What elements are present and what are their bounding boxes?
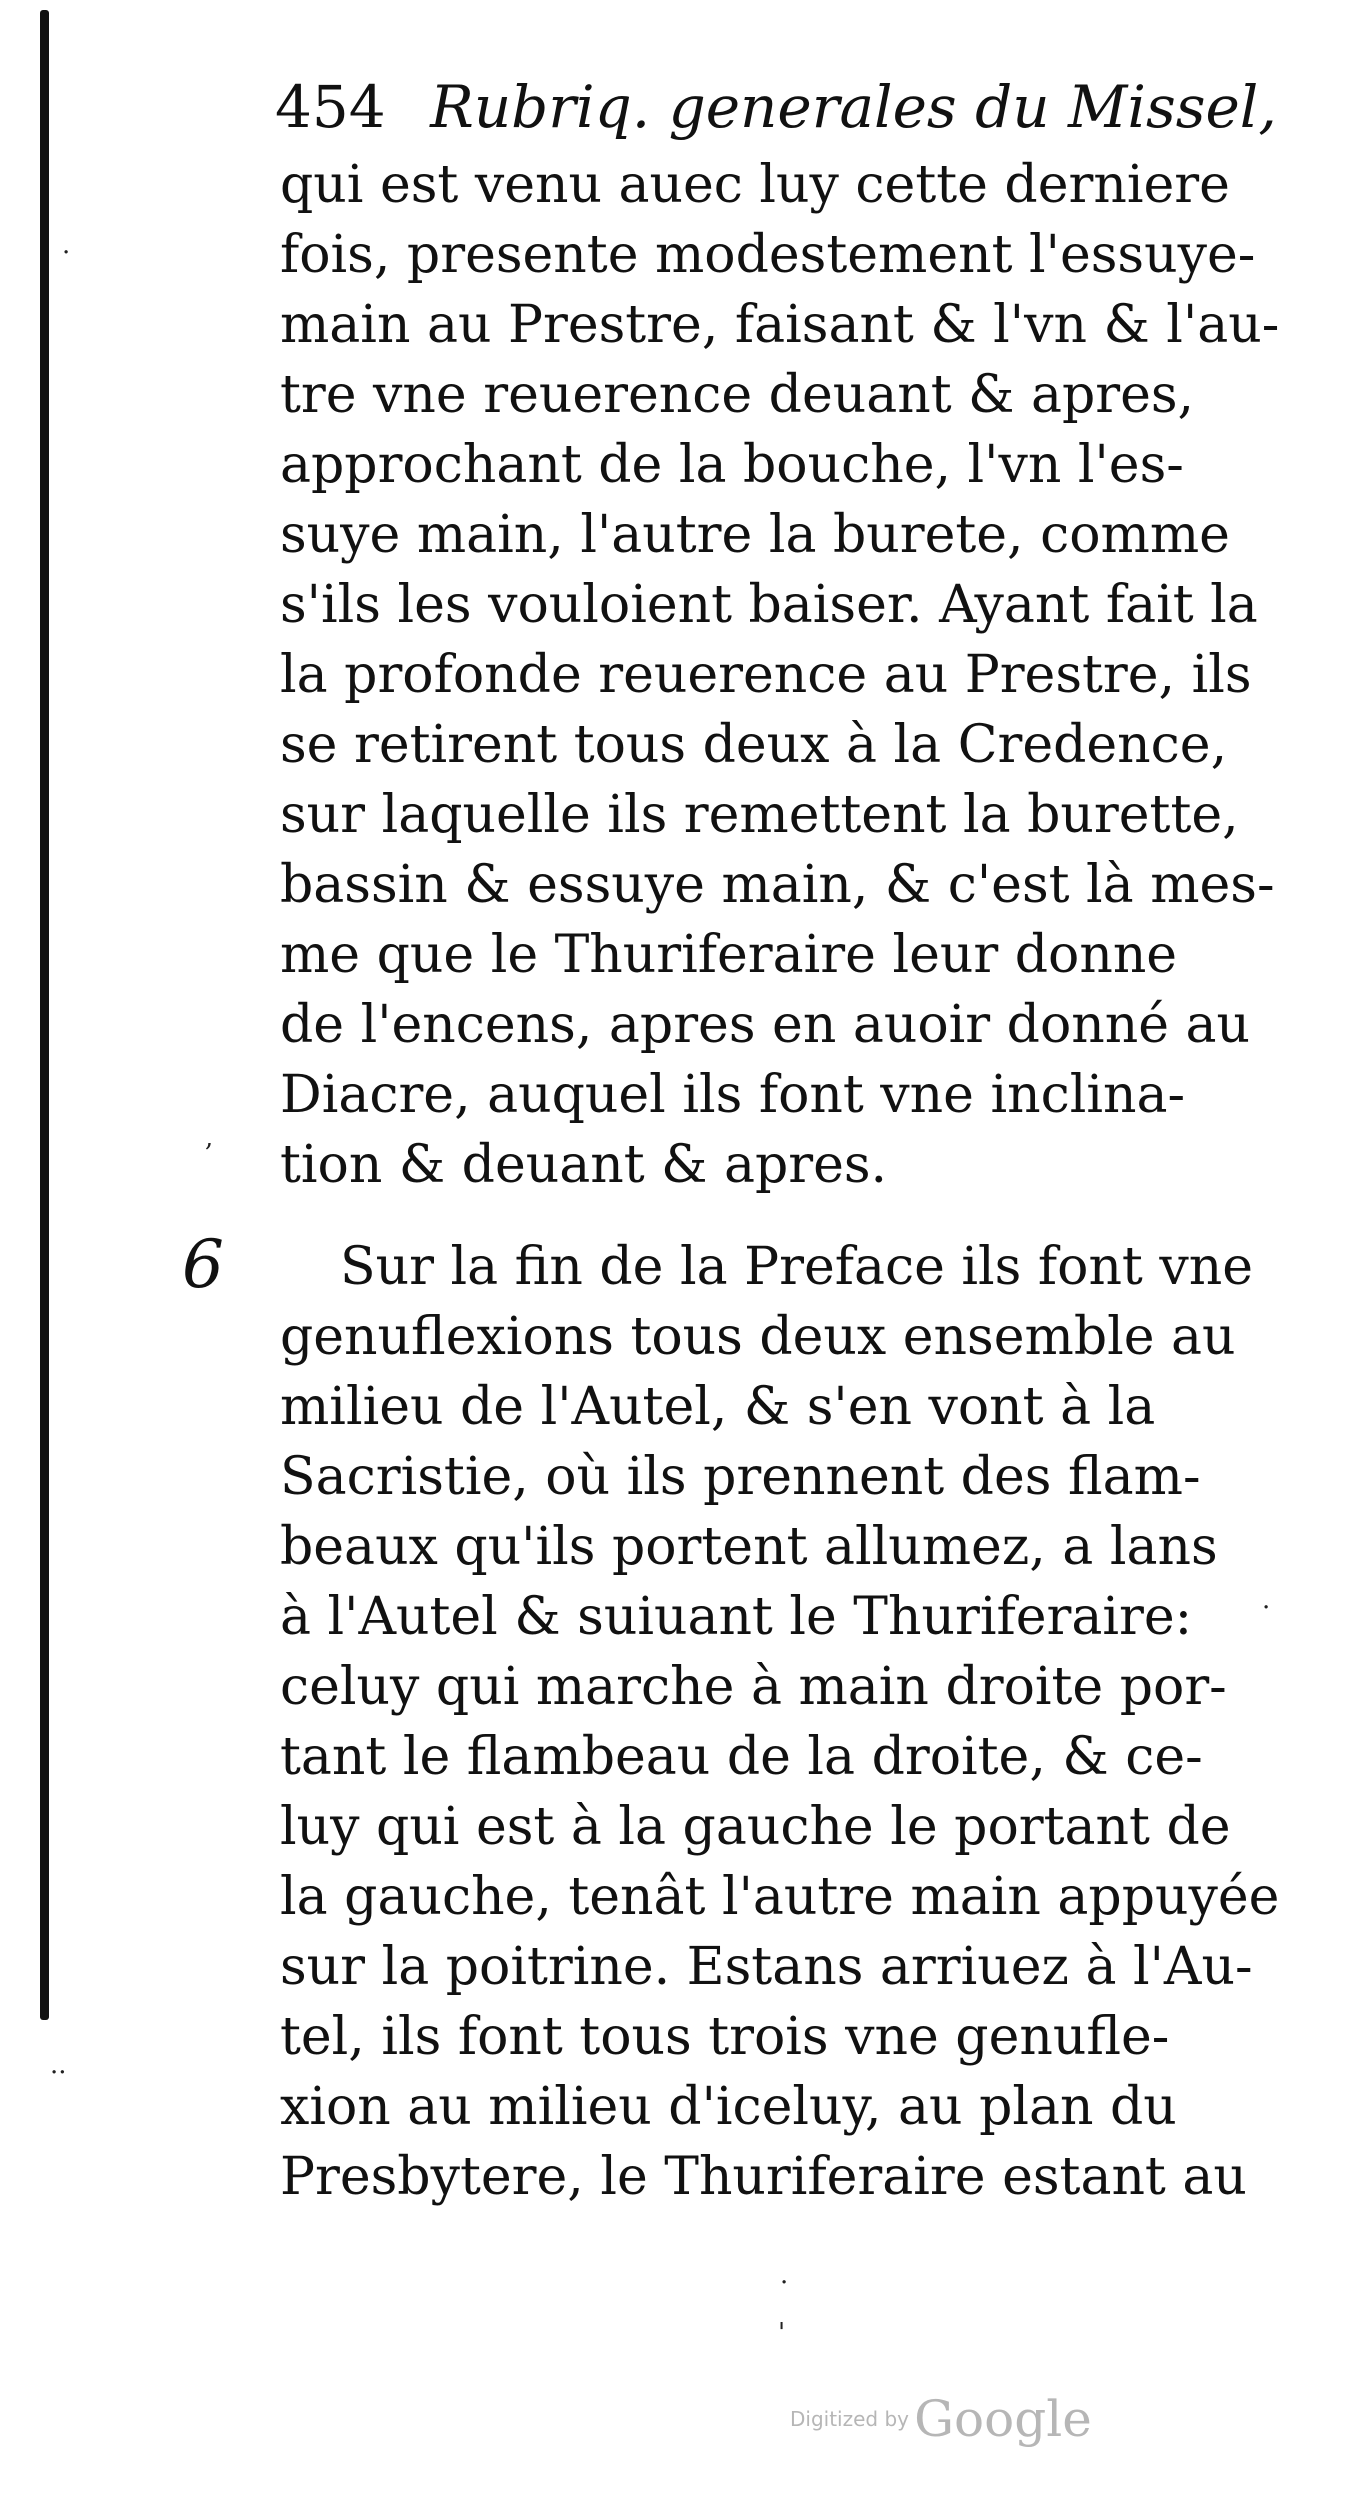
text-line: à l'Autel & suiuant le Thuriferaire:	[280, 1587, 1193, 1647]
text-line: beaux qu'ils portent allumez, a lans	[280, 1517, 1218, 1577]
text-line: celuy qui marche à main droite por-	[280, 1657, 1227, 1717]
text-line: me que le Thuriferaire leur donne	[280, 925, 1178, 985]
scan-speck: ·	[62, 238, 71, 268]
text-line: se retirent tous deux à la Credence,	[280, 715, 1228, 775]
text-line: main au Prestre, faisant & l'vn & l'au-	[280, 295, 1280, 355]
text-line: Sur la fin de la Preface ils font vne	[340, 1237, 1253, 1297]
text-line: luy qui est à la gauche le portant de	[280, 1797, 1231, 1857]
text-line: fois, presente modestement l'essuye-	[280, 225, 1256, 285]
text-line: qui est venu auec luy cette derniere	[280, 155, 1230, 215]
text-line: xion au milieu d'iceluy, au plan du	[280, 2077, 1177, 2137]
marginal-number: 6	[182, 1226, 224, 1303]
text-line: la profonde reuerence au Prestre, ils	[280, 645, 1252, 705]
text-line: s'ils les vouloient baiser. Ayant fait la	[280, 575, 1258, 635]
text-line: suye main, l'autre la burete, comme	[280, 505, 1230, 565]
text-line: genuflexions tous deux ensemble au	[280, 1307, 1236, 1367]
text-line: de l'encens, apres en auoir donné au	[280, 995, 1251, 1055]
digitized-by-google-watermark	[790, 2390, 1090, 2460]
google-logo: Google	[914, 2390, 1092, 2448]
text-line: la gauche, tenât l'autre main appuyée	[280, 1867, 1280, 1927]
scan-speck: '	[778, 2318, 786, 2348]
text-line: sur la poitrine. Estans arriuez à l'Au-	[280, 1937, 1253, 1997]
text-line: bassin & essuye main, & c'est là mes-	[280, 855, 1275, 915]
text-line: Diacre, auquel ils font vne inclina-	[280, 1065, 1186, 1125]
text-line: tant le flambeau de la droite, & ce-	[280, 1727, 1203, 1787]
text-line: sur laquelle ils remettent la burette,	[280, 785, 1239, 845]
running-title: Rubriq. generales du Missel,	[430, 73, 1277, 141]
text-line: Sacristie, où ils prennent des flam-	[280, 1447, 1201, 1507]
binding-edge	[40, 10, 49, 2020]
text-line: approchant de la bouche, l'vn l'es-	[280, 435, 1184, 495]
scan-speck: ·	[780, 2268, 789, 2298]
page-number: 454	[275, 73, 386, 141]
scan-speck: ·	[1262, 1593, 1271, 1623]
text-line: tel, ils font tous trois vne genufle-	[280, 2007, 1170, 2067]
scan-speck: ··	[50, 2058, 67, 2088]
text-line: tion & deuant & apres.	[280, 1135, 888, 1195]
scan-speck: ,	[205, 1123, 214, 1153]
text-line: Presbytere, le Thuriferaire estant au	[280, 2147, 1247, 2207]
watermark-prefix: Digitized by	[790, 2407, 909, 2431]
text-line: tre vne reuerence deuant & apres,	[280, 365, 1195, 425]
running-header	[275, 62, 1277, 152]
text-line: milieu de l'Autel, & s'en vont à la	[280, 1377, 1156, 1437]
